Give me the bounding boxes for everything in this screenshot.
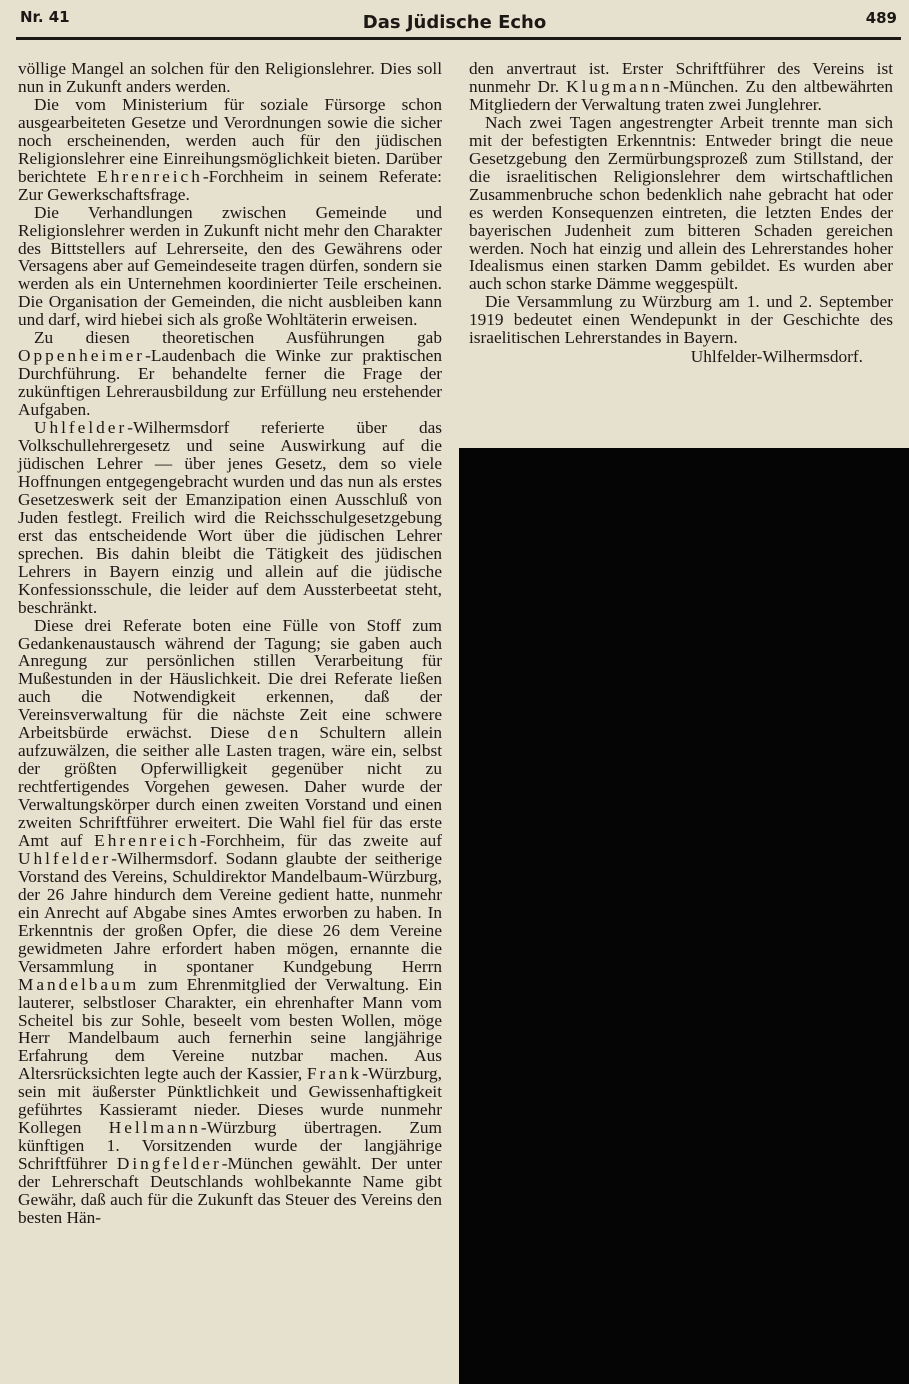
text-run: Zu diesen theoretischen Ausführungen gab	[34, 328, 442, 348]
text-run: Schultern allein aufzuwälzen, die seither alle Lasten tragen, wäre ein, selbst der größten Opferwilligkeit gegenüber nicht zu rechtfertigendes Vorgehen gewesen. Daher wurde der Verwaltungskörper durch einen zweiten Vorstand und einen zweiten Schriftführer erweitert. Die Wahl fiel für das erste Amt auf	[18, 723, 442, 850]
spaced-name: Dingfelder	[116, 1154, 222, 1174]
spaced-name: Mandelbaum	[18, 974, 140, 994]
text-run: -Laudenbach die Winke zur praktischen Durchführung. Er behandelte ferner die Frage der zukünftigen Lehrerausbildung zur Erfüllung neu erstehender Aufgaben.	[18, 346, 442, 420]
paragraph: Nach zwei Tagen angestrengter Arbeit trennte man sich mit der befestigten Erkenntnis: Entweder bringt die neue Gesetzgebung den Zermürbungsprozeß zum Stillstand, der die israelitischen Religionslehrer dem wirtschaftlichen Zusammenbruche schon bedenklich nahe gebracht hat oder es werden Konsequenzen eintreten, die letzten Endes der bayerischen Judenheit zum bitteren Schaden gereichen werden. Noch hat einzig und allein des Lehrerstandes hoher Idealismus einen starken Damm gebildet. Es wurden aber auch schon starke Dämme weggespült.	[469, 112, 893, 294]
text-run: -München. Zu den altbewährten Mitgliedern der Verwaltung traten zwei Junglehrer.	[469, 76, 893, 114]
paragraph	[18, 96, 442, 204]
page-header	[0, 0, 909, 42]
right-column	[469, 60, 893, 366]
spaced-name: Uhlfelder	[18, 848, 112, 868]
paragraph: völlige Mangel an solchen für den Religionslehrer. Dies soll nun in Zukunft anders werden.	[18, 59, 442, 96]
text-run: -Forchheim in seinem Referate: Zur Gewerkschaftsfrage.	[18, 166, 442, 204]
page-number: 489	[865, 9, 897, 27]
paragraph	[469, 60, 893, 114]
spaced-word: den	[267, 723, 302, 743]
redacted-black-area	[459, 448, 909, 1384]
text-run: -Würzburg übertragen. Zum künftigen 1. Vorsitzenden wurde der langjährige Schriftführer	[18, 1118, 442, 1174]
text-run: -Forchheim, für das zweite auf	[199, 830, 442, 850]
spaced-name: Frank	[306, 1064, 363, 1084]
issue-number: Nr. 41	[20, 8, 70, 26]
spaced-name: Ehrenreich	[97, 166, 203, 186]
header-rule	[16, 37, 901, 40]
text-run: -Würzburg, sein mit äußerster Pünktlichkeit und Gewissenhaftigkeit geführtes Kassieramt nieder. Dieses wurde nunmehr Kollegen	[18, 1064, 442, 1138]
spaced-name: Klugmann	[566, 76, 664, 96]
spaced-name: Uhlfelder	[34, 418, 128, 438]
paragraph: Die Versammlung zu Würzburg am 1. und 2. September 1919 bedeutet einen Wendepunkt in der Geschichte des israelitischen Lehrerstandes in Bayern.	[469, 292, 893, 348]
paragraph	[18, 329, 442, 419]
text-run: zum Ehrenmitglied der Verwaltung. Ein lauterer, selbstloser Charakter, ein ehrenhafter Mann vom Scheitel bis zur Sohle, beseelt vom besten Wollen, möge Herr Mandelbaum auch fernerhin seine langjährige Erfahrung dem Vereine nutzbar machen. Aus Altersrücksichten legte auch der Kassier,	[18, 974, 442, 1084]
spaced-name: Ehrenreich	[94, 830, 200, 850]
text-run: Diese drei Referate boten eine Fülle von Stoff zum Gedankenaustausch während der Tagung; sie gaben auch Anregung zur persönlichen stillen Verarbeitung für Mußestunden in der Häuslichkeit. Die drei Referate ließen auch die Notwendigkeit erkennen, daß der Vereinsverwaltung für die nächste Zeit eine schwere Arbeitsbürde erwächst. Diese	[18, 615, 442, 743]
paragraph: Die Verhandlungen zwischen Gemeinde und Religionslehrer werden in Zukunft nicht mehr den Charakter des Bittstellers auf Lehrerseite, den des Gewährens oder Versagens aber auf Gemeindeseite tragen dürfen, sondern sie werden als ein Unternehmen koordinierter Teile erscheinen. Die Organisation der Gemeinden, die nicht ausbleiben kann und darf, wird hiebei sich als große Wohltäterin erweisen.	[18, 202, 442, 330]
text-run: -Wilhermsdorf referierte über das Volkschullehrergesetz und seine Auswirkung auf die jüdischen Lehrer — über jenes Gesetz, dem so viele Hoffnungen entgegengebracht wurden und das nun als erstes Gesetzeswerk seit der Emanzipation einen Ausschluß von Juden festlegt. Freilich wird die Reichsschulgesetzgebung erst das entscheidende Wort über die jüdischen Lehrer sprechen. Bis dahin bleibt die Tätigkeit des jüdischen Lehrers in Bayern einzig und allein auf die jüdische Konfessionsschule, die leider auf dem Aussterbeetat steht, beschränkt.	[18, 418, 442, 617]
text-run: -München gewählt. Der unter der Lehrerschaft Deutschlands wohlbekannte Name gibt Gewähr, daß auch für die Zukunft das Steuer des Vereins den besten Hän-	[18, 1154, 442, 1227]
spaced-name: Hellmann	[108, 1118, 201, 1138]
left-column	[18, 60, 442, 1227]
spaced-name: Oppenheimer	[18, 346, 146, 366]
author-signature: Uhlfelder-Wilhermsdorf.	[690, 347, 863, 367]
text-run: -Wilhermsdorf. Sodann glaubte der seitherige Vorstand des Vereins, Schuldirektor Mandelbaum-Würzburg, der 26 Jahre hindurch dem Vereine gedient hatte, nunmehr ein Anrecht auf Abgabe sines Amtes erworben zu haben. In Erkenntnis der großen Opfer, die diese 26 dem Vereine gewidmeten Jahre erfordert haben mögen, ernannte die Versammlung in spontaner Kundgebung Herrn	[18, 848, 442, 976]
publication-title: Das Jüdische Echo	[362, 12, 547, 33]
text-run: den anvertraut ist. Erster Schriftführer des Vereins ist nunmehr Dr.	[469, 59, 893, 96]
paragraph	[18, 617, 442, 1227]
paragraph	[18, 419, 442, 616]
text-run: Die vom Ministerium für soziale Fürsorge schon ausgearbeiteten Gesetze und Verordnungen sowie die sicher noch erscheinenden, werden auch für den jüdischen Religionslehrer eine Einreihungsmöglichkeit bieten. Darüber berichtete	[18, 94, 442, 186]
